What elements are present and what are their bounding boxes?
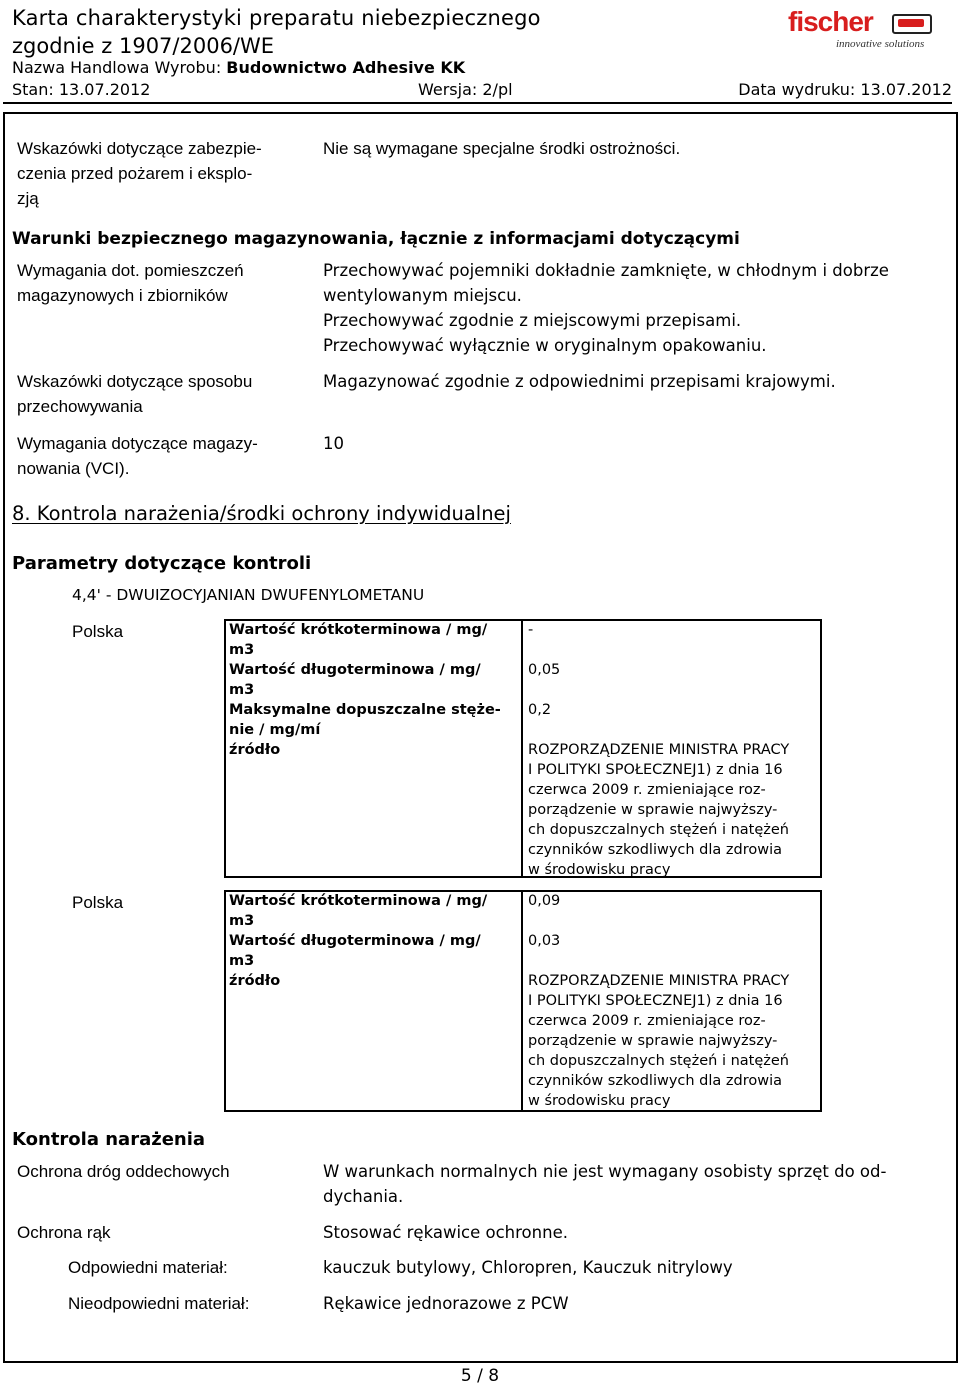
section-8-heading: 8. Kontrola narażenia/środki ochrony indywidualnej bbox=[12, 502, 511, 525]
unsuitable-material-value: Rękawice jednorazowe z PCW bbox=[323, 1294, 569, 1313]
table-row-label: Wartość krótkoterminowa / mg/ m3 bbox=[229, 622, 488, 658]
table-row-label: źródło bbox=[229, 742, 281, 758]
storage-method-value: Magazynować zgodnie z odpowiednimi przepisami krajowymi. bbox=[323, 372, 836, 391]
print-date: Data wydruku: 13.07.2012 bbox=[738, 80, 952, 99]
document-title: Karta charakterystyki preparatu niebezpiecznego bbox=[12, 6, 541, 30]
storage-heading: Warunki bezpiecznego magazynowania, łącznie z informacjami dotyczącymi bbox=[12, 229, 740, 249]
substance-name: 4,4' - DWUIZOCYJANIAN DWUFENYLOMETANU bbox=[72, 586, 425, 604]
vci-value: 10 bbox=[323, 434, 344, 453]
table-row-label: Wartość długoterminowa / mg/ m3 bbox=[229, 933, 481, 969]
storage-requirements-label: Wymagania dot. pomieszczeń magazynowych i zbiorników bbox=[17, 261, 244, 305]
table-row-label: Maksymalne dopuszczalne stęże- nie / mg/mí bbox=[229, 702, 501, 738]
table-row-value: 0,05 bbox=[528, 662, 561, 678]
table-2-divider bbox=[521, 890, 523, 1112]
table-row-value: 0,03 bbox=[528, 933, 561, 949]
table-1-divider bbox=[521, 619, 523, 878]
table-1-country: Polska bbox=[72, 622, 124, 641]
header-rule bbox=[3, 102, 952, 104]
product-line bbox=[12, 58, 465, 77]
hand-protection-label: Ochrona rąk bbox=[17, 1223, 111, 1242]
control-parameters-heading: Parametry dotyczące kontroli bbox=[12, 553, 312, 574]
fire-protection-value: Nie są wymagane specjalne środki ostrożności. bbox=[323, 139, 681, 158]
regulation-reference: zgodnie z 1907/2006/WE bbox=[12, 34, 275, 58]
table-2-country: Polska bbox=[72, 893, 124, 912]
product-label: Nazwa Handlowa Wyrobu: bbox=[12, 58, 222, 77]
vci-label: Wymagania dotyczące magazy- nowania (VCI). bbox=[17, 434, 258, 478]
logo-tagline: innovative solutions bbox=[836, 38, 925, 50]
table-row-value: ROZPORZĄDZENIE MINISTRA PRACY I POLITYKI SPOŁECZNEJ1) z dnia 16 czerwca 2009 r. zmieniające roz- porządzenie w sprawie najwyższy- ch dopuszczalnych stężeń i natężeń czynników szkodliwych dla zdrowia w środowisku pracy bbox=[528, 742, 790, 878]
hand-protection-value: Stosować rękawice ochronne. bbox=[323, 1223, 568, 1242]
logo-name: fischer bbox=[788, 6, 873, 37]
exposure-control-heading: Kontrola narażenia bbox=[12, 1129, 206, 1150]
document-header bbox=[12, 4, 952, 104]
product-name: Budownictwo Adhesive KK bbox=[226, 58, 466, 77]
status-date: Stan: 13.07.2012 bbox=[12, 80, 151, 99]
fire-protection-label: Wskazówki dotyczące zabezpie- czenia przed pożarem i eksplo- zją bbox=[17, 139, 262, 208]
table-row-value: - bbox=[528, 622, 534, 638]
table-row-value: ROZPORZĄDZENIE MINISTRA PRACY I POLITYKI SPOŁECZNEJ1) z dnia 16 czerwca 2009 r. zmieniające roz- porządzenie w sprawie najwyższy- ch dopuszczalnych stężeń i natężeń czynników szkodliwych dla zdrowia w środowisku pracy bbox=[528, 973, 790, 1109]
table-row-label: źródło bbox=[229, 973, 281, 989]
suitable-material-label: Odpowiedni materiał: bbox=[68, 1258, 228, 1277]
table-row-label: Wartość długoterminowa / mg/ m3 bbox=[229, 662, 481, 698]
table-row-value: 0,2 bbox=[528, 702, 552, 718]
suitable-material-value: kauczuk butylowy, Chloropren, Kauczuk nitrylowy bbox=[323, 1258, 733, 1277]
unsuitable-material-label: Nieodpowiedni materiał: bbox=[68, 1294, 250, 1313]
respiratory-protection-value: W warunkach normalnych nie jest wymagany osobisty sprzęt do od- dychania. bbox=[323, 1162, 887, 1206]
fischer-logo bbox=[788, 6, 948, 50]
storage-method-label: Wskazówki dotyczące sposobu przechowywania bbox=[17, 372, 253, 416]
version: Wersja: 2/pl bbox=[418, 80, 513, 99]
table-row-label: Wartość krótkoterminowa / mg/ m3 bbox=[229, 893, 488, 929]
storage-requirements-value: Przechowywać pojemniki dokładnie zamknięte, w chłodnym i dobrze wentylowanym miejscu. Przechowywać zgodnie z miejscowymi przepisami. Przechowywać wyłącznie w oryginalnym opakowaniu. bbox=[323, 261, 889, 355]
respiratory-protection-label: Ochrona dróg oddechowych bbox=[17, 1162, 230, 1181]
page-number: 5 / 8 bbox=[460, 1366, 500, 1386]
table-row-value: 0,09 bbox=[528, 893, 561, 909]
logo-badge-icon bbox=[892, 14, 932, 34]
